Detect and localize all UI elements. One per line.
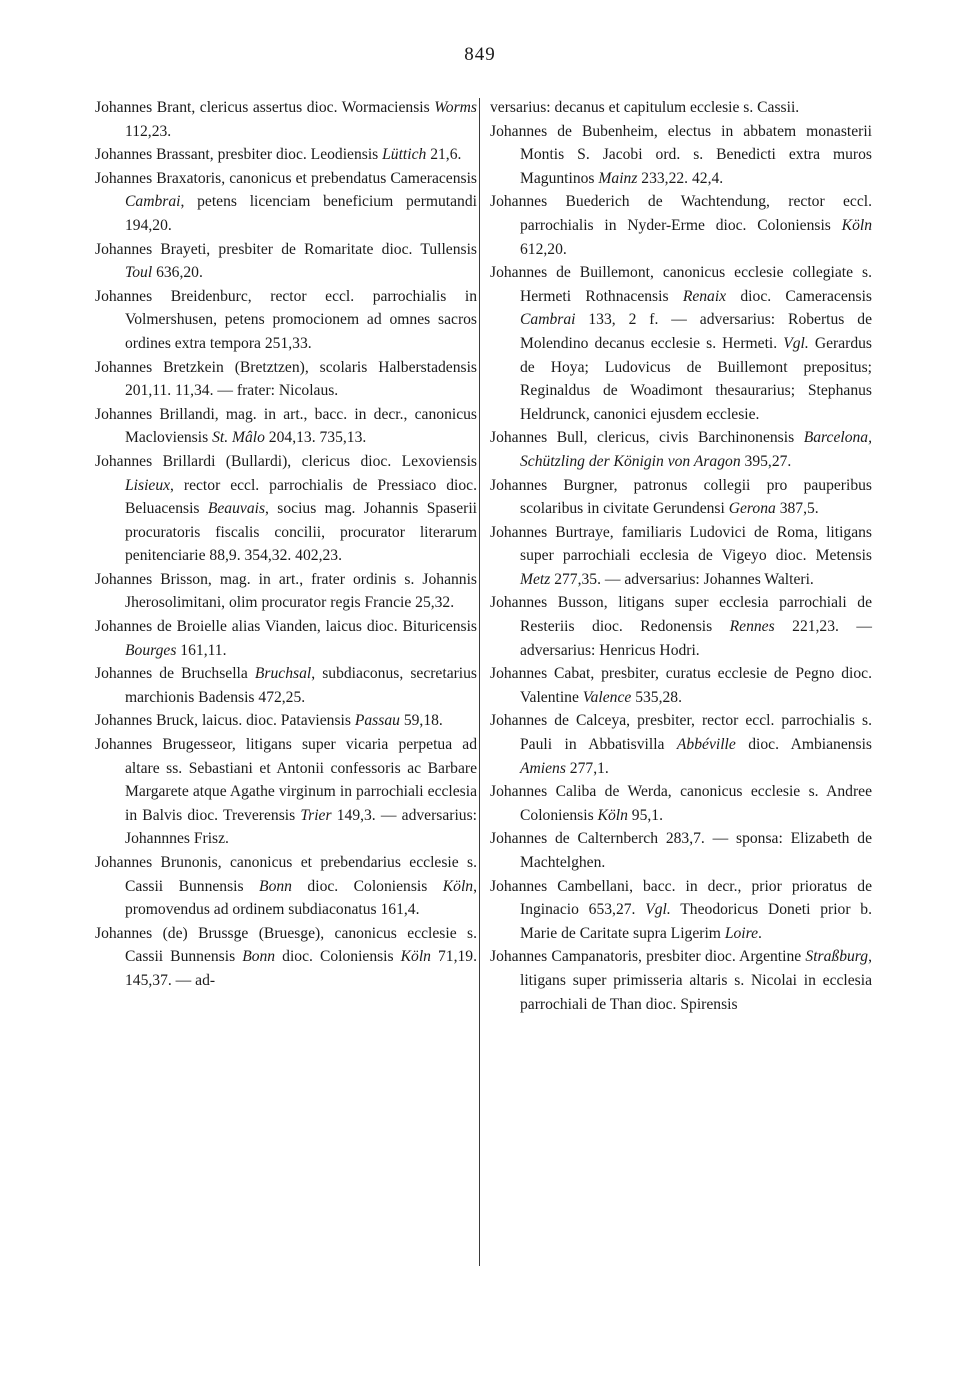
index-entry: Johannes Cabat, presbiter, curatus ecclesie de Pegno dioc. Valentine Valence 535,28.	[490, 665, 872, 706]
index-entry: Johannes Burtraye, familiaris Ludovici de Roma, litigans super parrochiali ecclesia de Vigeyo dioc. Metensis Metz 277,35. — adversarius: Johannes Walteri.	[490, 523, 872, 588]
index-entry: Johannes Brillardi (Bullardi), clericus dioc. Lexoviensis Lisieux, rector eccl. parrochialis de Pressiaco dioc. Beluacensis Beauvais, socius mag. Johannis Spaserii procuratoris fiscalis concilii, procurator literarum penitenciarie 88,9. 354,32. 402,23.	[95, 452, 477, 565]
index-entry: Johannes Buederich de Wachtendung, rector eccl. parrochialis in Nyder-Erme dioc. Coloniensis Köln 612,20.	[490, 193, 872, 258]
index-entry: Johannes Caliba de Werda, canonicus ecclesie s. Andree Coloniensis Köln 95,1.	[490, 783, 872, 824]
index-entry: Johannes Bretzkein (Bretztzen), scolaris Halberstadensis 201,11. 11,34. — frater: Nicolaus.	[95, 358, 477, 400]
index-entry: Johannes Brillandi, mag. in art., bacc. in decr., canonicus Macloviensis St. Mâlo 204,13. 735,13.	[95, 405, 477, 447]
index-entry: Johannes Braxatoris, canonicus et prebendatus Cameracensis Cambrai, petens licenciam beneficium permutandi 194,20.	[95, 169, 477, 234]
index-entry: Johannes de Calternberch 283,7. — sponsa: Elizabeth de Machtelghen.	[490, 830, 872, 871]
index-entry: Johannes Brassant, presbiter dioc. Leodiensis Lüttich 21,6.	[95, 146, 462, 164]
column-divider	[479, 98, 480, 1266]
index-entry: Johannes Cambellani, bacc. in decr., prior prioratus de Inginacio 653,27. Vgl. Theodoricus Doneti prior b. Marie de Caritate supra Ligerim Loire.	[490, 877, 872, 942]
index-entry: Johannes de Broielle alias Vianden, laicus dioc. Bituricensis Bourges 161,11.	[95, 618, 477, 659]
index-entry: Johannes Busson, litigans super ecclesia parrochiali de Resteriis dioc. Redonensis Rennes 221,23. — adversarius: Henricus Hodri.	[490, 594, 872, 659]
index-entry: Johannes de Bubenheim, electus in abbatem monasterii Montis S. Jacobi ord. s. Benedicti extra muros Maguntinos Mainz 233,22. 42,4.	[490, 122, 872, 187]
right-column	[490, 96, 872, 1016]
index-entry: Johannes Breidenburc, rector eccl. parrochialis in Volmershusen, petens promocionem ad omnes sacros ordines extra tempora 251,33.	[95, 287, 477, 352]
index-entry: Johannes Brugesseor, litigans super vicaria perpetua ad altare ss. Sebastiani et Antonii confessoris ac Barbare Margarete atque Agathe virginum in parrochiali ecclesia in Balvis dioc. Treverensis Trier 149,3. — adversarius: Johannnes Frisz.	[95, 736, 477, 848]
index-entry: Johannes de Calceya, presbiter, rector eccl. parrochialis s. Pauli in Abbatisvilla Abbéville dioc. Ambianensis Amiens 277,1.	[490, 712, 873, 777]
page-number: 849	[464, 44, 496, 65]
left-column	[95, 96, 477, 993]
index-entry: Johannes Campanatoris, presbiter dioc. Argentine Straßburg, litigans super primisseria altaris s. Nicolai in ecclesia parrochiali de Than dioc. Spirensis	[490, 948, 872, 1013]
index-entry: versarius: decanus et capitulum ecclesie s. Cassii.	[490, 99, 800, 116]
index-entry: Johannes Brant, clericus assertus dioc. Wormaciensis Worms 112,23.	[95, 99, 477, 140]
index-entry: Johannes de Bruchsella Bruchsal, subdiaconus, secretarius marchionis Badensis 472,25.	[95, 665, 478, 706]
index-entry: Johannes Brunonis, canonicus et prebendarius ecclesie s. Cassii Bunnensis Bonn dioc. Coloniensis Köln, promovendus ad ordinem subdiaconatus 161,4.	[95, 854, 477, 919]
index-entry: Johannes Bruck, laicus. dioc. Pataviensis Passau 59,18.	[95, 712, 443, 730]
index-entry: Johannes Brayeti, presbiter de Romaritate dioc. Tullensis Toul 636,20.	[95, 240, 477, 282]
index-entry: Johannes Bull, clericus, civis Barchinonensis Barcelona, Schützling der Königin von Aragon 395,27.	[490, 429, 872, 470]
index-entry: Johannes Brisson, mag. in art., frater ordinis s. Johannis Jherosolimitani, olim procurator regis Francie 25,32.	[95, 570, 477, 612]
index-entry: Johannes (de) Brussge (Bruesge), canonicus ecclesie s. Cassii Bunnensis Bonn dioc. Coloniensis Köln 71,19. 145,37. — ad-	[95, 924, 477, 989]
index-entry: Johannes Burgner, patronus collegii pro pauperibus scolaribus in civitate Gerundensi Gerona 387,5.	[490, 476, 872, 518]
index-entry: Johannes de Buillemont, canonicus ecclesie collegiate s. Hermeti Rothnacensis Renaix dioc. Cameracensis Cambrai 133, 2 f. — adversarius: Robertus de Molendino decanus ecclesie s. Hermeti. Vgl. Gerardus de Hoya; Ludovicus de Buillemont prepositus; Reginaldus de Woadimont thesaurarius; Stephanus Heldrunck, canonici ejusdem ecclesie.	[490, 264, 873, 423]
